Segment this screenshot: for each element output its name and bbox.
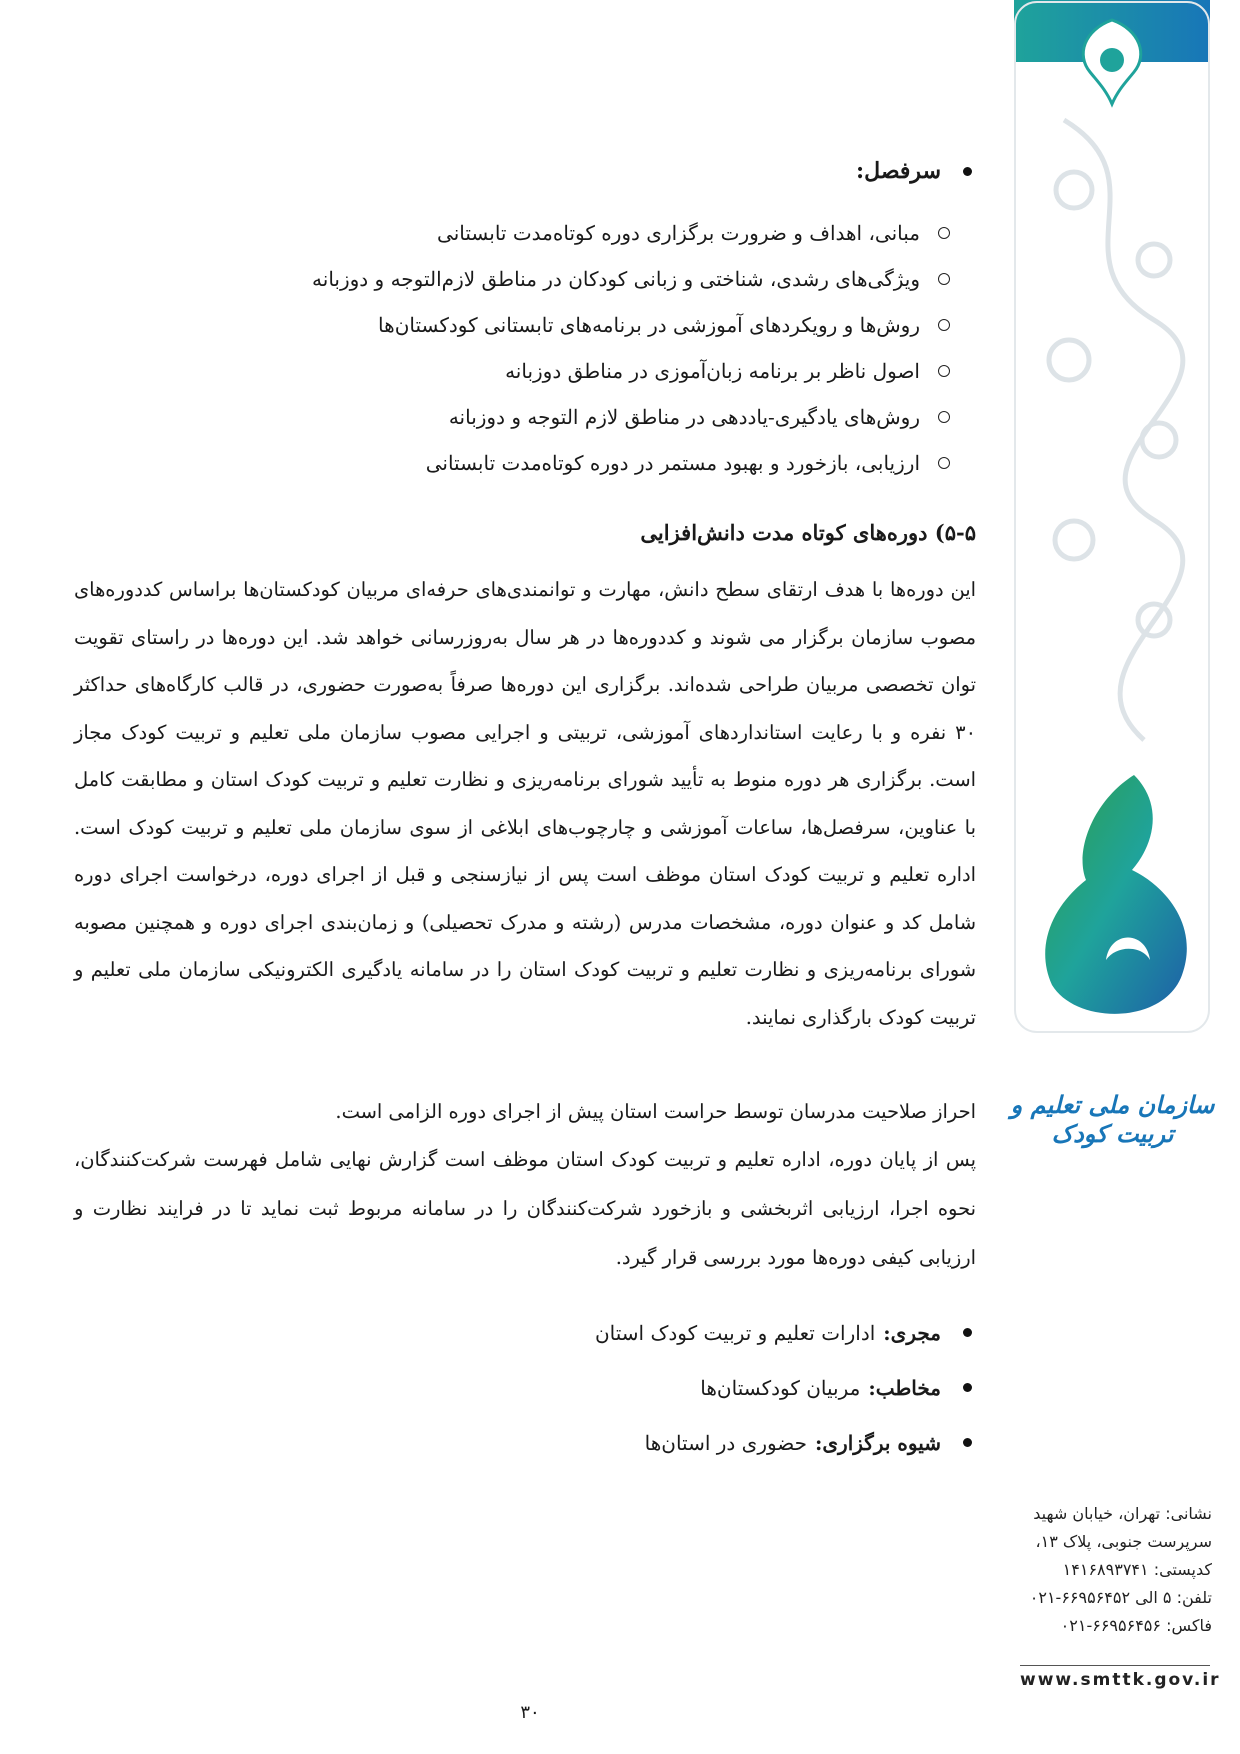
phone-number: تلفن: ۵ الی ۶۶۹۵۶۴۵۲-۰۲۱ <box>1029 1588 1212 1607</box>
list-item-text: ویژگی‌های رشدی، شناختی و زبانی کودکان در مناطق لازم‌التوجه و دوزبانه <box>312 267 920 291</box>
syllabus-title <box>856 158 976 184</box>
section-paragraph: این دوره‌ها با هدف ارتقای سطح دانش، مهارت و توانمندی‌های حرفه‌ای مربیان کودکستان‌ها براساس کددوره‌های مصوب سازمان برگزار می شوند و کددوره‌ها در هر سال به‌روزرسانی خواهد شد. این دوره‌ها در راستای تقویت توان تخصصی مربیان طراحی شده‌اند. برگزاری این دوره‌ها صرفاً به‌صورت حضوری، در قالب کارگاه‌های حداکثر ۳۰ نفره و با رعایت استانداردهای آموزشی، تربیتی و اجرایی مصوب سازمان ملی تعلیم و تربیت کودک مجاز است. برگزاری هر دوره منوط به تأیید شورای برنامه‌ریزی و نظارت تعلیم و تربیت کودک استان و مطابقت کامل با عناوین، سرفصل‌ها، ساعات آموزشی و چارچوب‌های ابلاغی از سوی سازمان ملی تعلیم و تربیت کودک است. اداره تعلیم و تربیت کودک استان موظف است پس از نیازسنجی و قبل از اجرای دوره، درخواست اجرای دوره شامل کد و عنوان دوره، مشخصات مدرس (رشته و مدرک تحصیلی) و زمان‌بندی اجرای دوره و همچنین مصوبه شورای برنامه‌ریزی و نظارت تعلیم و تربیت کودک استان را در سامانه یادگیری الکترونیکی سازمان ملی تعلیم و تربیت کودک بارگذاری نمایند. <box>74 578 976 1029</box>
bullet-icon <box>963 1438 972 1447</box>
organization-logo-text: سازمان ملی تعلیم و تربیت کودک <box>1010 1090 1215 1148</box>
info-value: ادارات تعلیم و تربیت کودک استان <box>594 1320 876 1345</box>
bullet-icon <box>963 167 972 176</box>
circle-bullet-icon <box>938 227 950 239</box>
info-label: مجری: <box>883 1320 941 1345</box>
page-number: ۳۰ <box>520 1702 540 1723</box>
syllabus-title-text: سرفصل: <box>856 158 941 184</box>
info-list <box>595 1305 976 1470</box>
list-item <box>312 440 976 486</box>
sidebar-decoration <box>1014 0 1210 1070</box>
section-heading: ۵-۵) دوره‌های کوتاه مدت دانش‌افزایی <box>640 520 976 545</box>
list-item-text: ارزیابی، بازخورد و بهبود مستمر در دوره کوتاه‌مدت تابستانی <box>425 451 920 475</box>
circle-bullet-icon <box>938 411 950 423</box>
list-item <box>312 394 976 440</box>
fax-number: فاکس: ۶۶۹۵۶۴۵۶-۰۲۱ <box>1060 1616 1212 1635</box>
list-item <box>312 210 976 256</box>
info-label: مخاطب: <box>868 1375 941 1400</box>
sidebar-ornament-icon <box>1014 0 1210 1070</box>
list-item-text: روش‌های یادگیری-یاددهی در مناطق لازم التوجه و دوزبانه <box>448 405 920 429</box>
list-item-text: روش‌ها و رویکردهای آموزشی در برنامه‌های تابستانی کودکستان‌ها <box>378 313 920 337</box>
list-item <box>312 256 976 302</box>
address-line: سرپرست جنوبی، پلاک ۱۳، <box>1035 1532 1212 1551</box>
info-value: حضوری در استان‌ها <box>644 1430 808 1455</box>
qualification-paragraph: احراز صلاحیت مدرسان توسط حراست استان پیش از اجرای دوره الزامی است. <box>335 1100 976 1123</box>
circle-bullet-icon <box>938 457 950 469</box>
list-item <box>312 348 976 394</box>
address-block <box>1012 1500 1212 1640</box>
list-item-text: مبانی، اهداف و ضرورت برگزاری دوره کوتاه‌مدت تابستانی <box>437 221 920 245</box>
address-line: نشانی: تهران، خیابان شهید <box>1033 1504 1212 1523</box>
circle-bullet-icon <box>938 365 950 377</box>
bullet-icon <box>963 1328 972 1337</box>
info-label: شیوه برگزاری: <box>815 1430 941 1455</box>
postal-code: کدپستی: ۱۴۱۶۸۹۳۷۴۱ <box>1062 1560 1212 1579</box>
info-value: مربیان کودکستان‌ها <box>700 1375 861 1400</box>
website-url: www.smttk.gov.ir <box>1020 1665 1210 1690</box>
circle-bullet-icon <box>938 273 950 285</box>
list-item-text: اصول ناظر بر برنامه زبان‌آموزی در مناطق دوزبانه <box>505 359 920 383</box>
info-item-method <box>595 1415 976 1470</box>
circle-bullet-icon <box>938 319 950 331</box>
syllabus-list <box>312 210 976 486</box>
info-item-audience <box>595 1360 976 1415</box>
report-paragraph: پس از پایان دوره، اداره تعلیم و تربیت کودک استان موظف است گزارش نهایی شامل فهرست شرکت‌کنندگان، نحوه اجرا، ارزیابی اثربخشی و بازخورد شرکت‌کنندگان را در سامانه مربوط ثبت نماید تا در فرایند نظارت و ارزیابی کیفی دوره‌ها مورد بررسی قرار گیرد. <box>74 1148 976 1269</box>
list-item <box>312 302 976 348</box>
info-item-executor <box>595 1305 976 1360</box>
bullet-icon <box>963 1383 972 1392</box>
